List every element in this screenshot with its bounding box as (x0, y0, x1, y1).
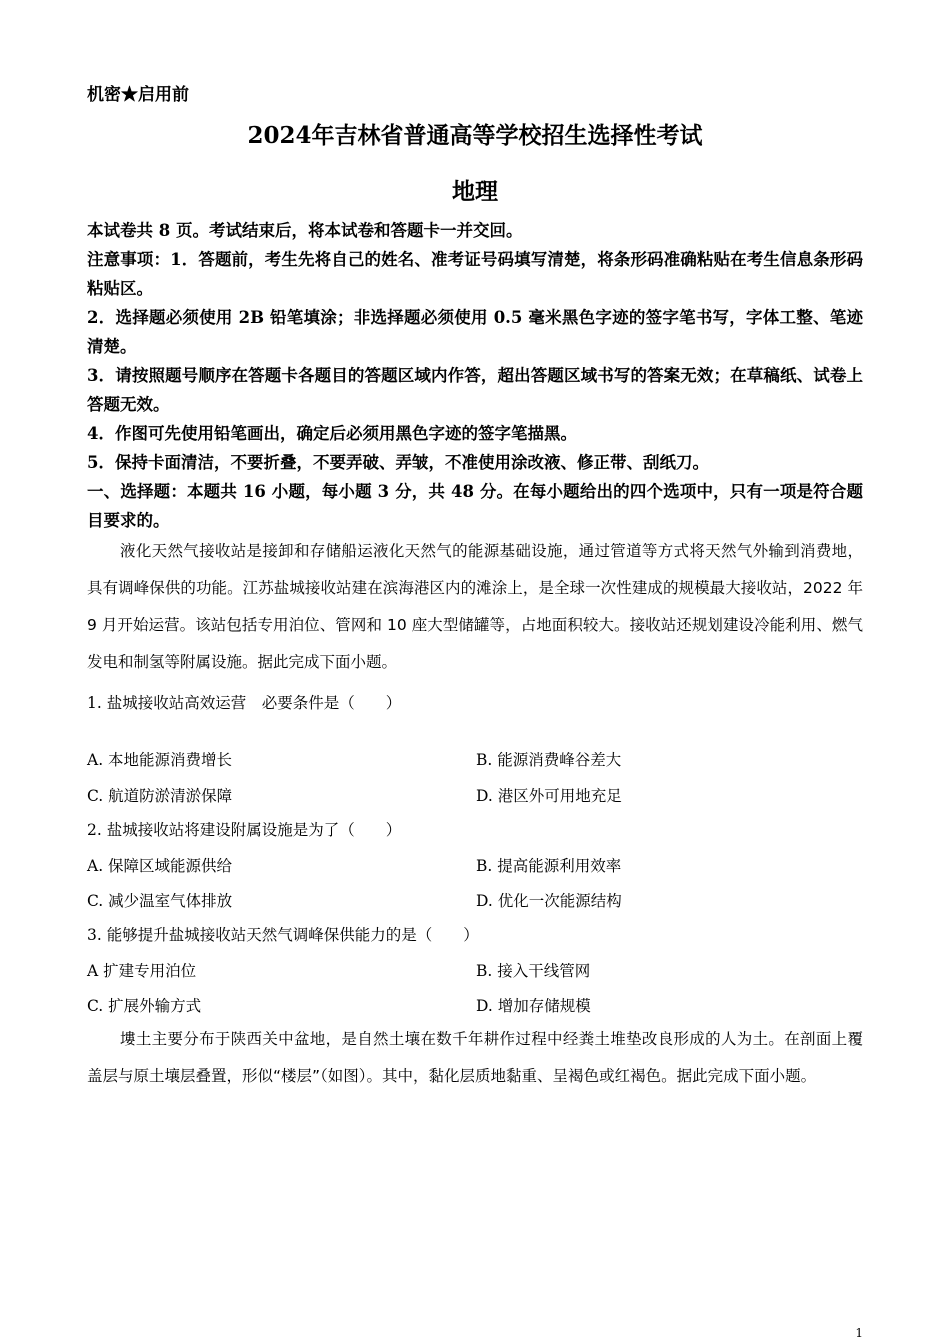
subject-title: 地理 (452, 178, 498, 205)
question-1-option-d: D. 港区外可用地充足 (476, 787, 622, 805)
question-2-option-b: B. 提高能源利用效率 (476, 857, 622, 875)
question-1-option-c: C. 航道防淤清淤保障 (87, 787, 233, 805)
question-2-option-c: C. 减少温室气体排放 (87, 892, 233, 910)
question-3-option-c: C. 扩展外输方式 (87, 997, 202, 1015)
notice-intro: 本试卷共 8 页。考试结束后，将本试卷和答题卡一并交回。 (87, 221, 523, 240)
notice-item-4: 4．作图可先使用铅笔画出，确定后必须用黑色字迹的签字笔描黑。 (87, 424, 577, 443)
notice-item-3: 3．请按照题号顺序在答题卡各题目的答题区域内作答，超出答题区域书写的答案无效；在草稿纸、试卷上答题无效。 (87, 366, 863, 414)
page-number: 1 (855, 1326, 863, 1340)
question-3-option-a: A 扩建专用泊位 (87, 962, 197, 980)
notice-item-1: 注意事项：1．答题前，考生先将自己的姓名、准考证号码填写清楚，将条形码准确粘贴在考生信息条形码粘贴区。 (87, 250, 863, 298)
question-1-stem: 1. 盐城接收站高效运营 必要条件是（ ） (87, 694, 402, 712)
exam-title: 2024年吉林省普通高等学校招生选择性考试 (247, 122, 703, 149)
question-2-option-d: D. 优化一次能源结构 (476, 892, 622, 910)
question-2-option-a: A. 保障区域能源供给 (87, 857, 233, 875)
question-2-stem: 2. 盐城接收站将建设附属设施是为了（ ） (87, 821, 402, 839)
question-3-option-d: D. 增加存储规模 (476, 997, 591, 1015)
section-heading: 一、选择题：本题共 16 小题，每小题 3 分，共 48 分。在每小题给出的四个选项中，只有一项是符合题目要求的。 (87, 482, 863, 530)
notice-item-5: 5．保持卡面清洁，不要折叠，不要弄破、弄皱，不准使用涂改液、修正带、刮纸刀。 (87, 453, 709, 472)
question-3-stem: 3. 能够提升盐城接收站天然气调峰保供能力的是（ ） (87, 926, 479, 944)
passage-lou-soil: 塿土主要分布于陕西关中盆地，是自然土壤在数千年耕作过程中经粪土堆垫改良形成的人为土。在剖面上覆盖层与原土壤层叠置，形似“楼层”（如图）。其中，黏化层质地黏重、呈褐色或红褐色。据此完成下面小题。 (87, 1030, 863, 1085)
question-1-option-b: B. 能源消费峰谷差大 (476, 751, 622, 769)
confidential-label: 机密★启用前 (87, 85, 189, 105)
question-1-option-a: A. 本地能源消费增长 (87, 751, 233, 769)
question-3-option-b: B. 接入干线管网 (476, 962, 591, 980)
passage-lng-station: 液化天然气接收站是接卸和存储船运液化天然气的能源基础设施，通过管道等方式将天然气外输到消费地，具有调峰保供的功能。江苏盐城接收站建在滨海港区内的滩涂上，是全球一次性建成的规模最大接收站，2022 年 9 月开始运营。该站包括专用泊位、管网和 10 座大型储罐等，占地面积较大。接收站还规划建设冷能利用、燃气发电和制氢等附属设施。据此完成下面小题。 (87, 542, 863, 671)
notice-item-2: 2．选择题必须使用 2B 铅笔填涂；非选择题必须使用 0.5 毫米黑色字迹的签字笔书写，字体工整、笔迹清楚。 (87, 308, 863, 356)
